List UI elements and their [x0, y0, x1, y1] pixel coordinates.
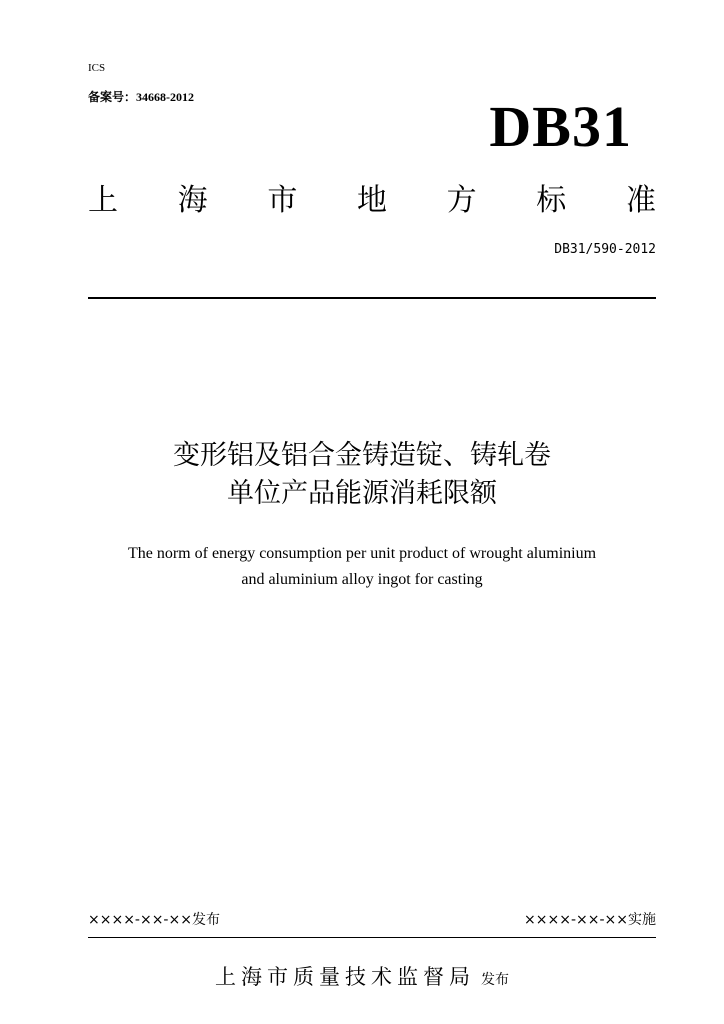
record-number: 备案号：34668-2012 — [88, 90, 194, 104]
footer-divider — [88, 937, 656, 938]
ics-label: ICS — [88, 62, 106, 74]
publisher-organization: 上海市质量技术监督局 — [215, 965, 475, 989]
category-char: 地 — [356, 183, 387, 218]
category-char: 标 — [536, 183, 567, 218]
category-char: 准 — [625, 183, 656, 218]
title-chinese-line-2: 单位产品能源消耗限额 — [227, 478, 497, 509]
implementation-date: ××××-××-××实施 — [524, 912, 656, 928]
standard-category — [88, 184, 656, 217]
publisher-suffix: 发布 — [481, 972, 509, 988]
header-divider — [88, 297, 656, 299]
publisher-line — [0, 961, 724, 991]
category-char: 方 — [446, 183, 477, 218]
title-chinese-line-1: 变形铝及铝合金铸造锭、铸轧卷 — [173, 440, 551, 471]
category-char: 海 — [177, 183, 208, 218]
category-char: 上 — [88, 183, 118, 218]
issue-date: ××××-××-××发布 — [88, 912, 220, 928]
category-char: 市 — [267, 183, 298, 218]
standard-code-heading: DB31 — [489, 94, 632, 159]
standard-number: DB31/590-2012 — [554, 242, 656, 257]
title-english-line-1: The norm of energy consumption per unit product of wrought aluminium — [127, 545, 597, 562]
title-english-line-2: and aluminium alloy ingot for casting — [241, 571, 483, 588]
